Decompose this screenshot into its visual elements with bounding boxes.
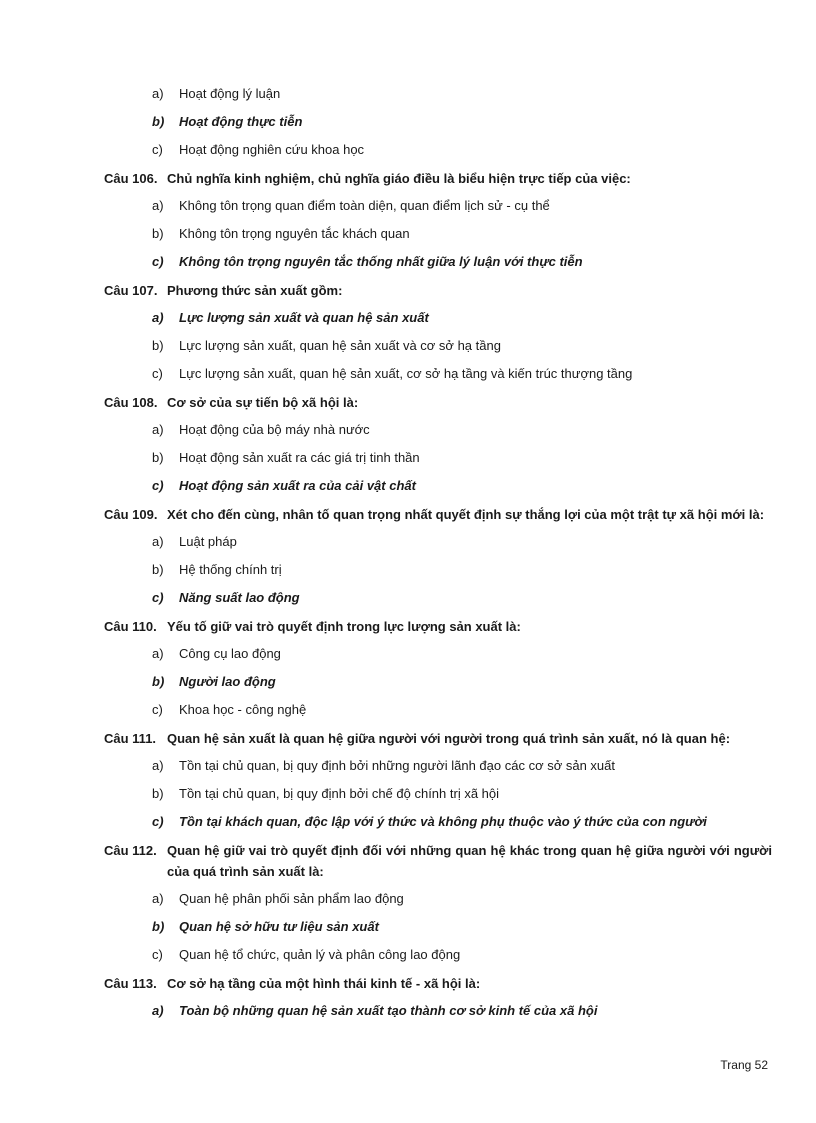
option-label: a) [152, 86, 164, 101]
option-text: Quan hệ phân phối sản phẩm lao động [179, 891, 404, 906]
option-text: Tồn tại khách quan, độc lập với ý thức và không phụ thuộc vào ý thức của con người [179, 814, 707, 829]
option-text: Lực lượng sản xuất và quan hệ sản xuất [179, 310, 429, 325]
option-text: Tồn tại chủ quan, bị quy định bởi những người lãnh đạo các cơ sở sản xuất [179, 758, 615, 773]
answer-option [104, 360, 772, 388]
option-text: Lực lượng sản xuất, quan hệ sản xuất và cơ sở hạ tầng [179, 338, 501, 353]
option-text: Luật pháp [179, 534, 237, 549]
option-label: b) [152, 919, 165, 934]
option-text: Khoa học - công nghệ [179, 702, 307, 717]
answer-option-correct [104, 584, 772, 612]
question-heading [104, 969, 772, 997]
option-text: Công cụ lao động [179, 646, 281, 661]
option-label: b) [152, 562, 164, 577]
option-label: a) [152, 422, 164, 437]
answer-option [104, 556, 772, 584]
question-list [104, 80, 772, 1025]
option-label: a) [152, 758, 164, 773]
answer-option-correct [104, 108, 772, 136]
option-text: Không tôn trọng quan điểm toàn diện, quan điểm lịch sử - cụ thể [179, 198, 550, 213]
answer-option [104, 192, 772, 220]
option-label: a) [152, 310, 164, 325]
question-text: Cơ sở của sự tiến bộ xã hội là: [167, 395, 359, 410]
answer-option [104, 444, 772, 472]
answer-option-correct [104, 997, 772, 1025]
question-heading [104, 836, 772, 885]
question-text: Cơ sở hạ tầng của một hình thái kinh tế - xã hội là: [167, 976, 481, 991]
answer-option [104, 528, 772, 556]
answer-option [104, 941, 772, 969]
question-number: Câu 112. [104, 843, 157, 858]
question-text: Yếu tố giữ vai trò quyết định trong lực lượng sản xuất là: [167, 619, 521, 634]
answer-option [104, 80, 772, 108]
question-number: Câu 107. [104, 283, 158, 298]
option-label: c) [152, 142, 163, 157]
option-label: c) [152, 947, 163, 962]
option-label: a) [152, 198, 164, 213]
answer-option [104, 416, 772, 444]
answer-option-correct [104, 913, 772, 941]
answer-option [104, 780, 772, 808]
answer-option-correct [104, 248, 772, 276]
question-text: Xét cho đến cùng, nhân tố quan trọng nhất quyết định sự thắng lợi của một trật tự xã hội mới là: [167, 507, 765, 522]
question-number: Câu 108. [104, 395, 158, 410]
question-number: Câu 110. [104, 619, 157, 634]
option-text: Hoạt động sản xuất ra của cải vật chất [179, 478, 416, 493]
question-text: Quan hệ sản xuất là quan hệ giữa người với người trong quá trình sản xuất, nó là quan hệ: [167, 731, 731, 746]
option-text: Không tôn trọng nguyên tắc khách quan [179, 226, 410, 241]
question-heading [104, 612, 772, 640]
question-text: Quan hệ giữ vai trò quyết định đối với những quan hệ khác trong quan hệ giữa người với người của quá trình sản xuất là: [167, 843, 772, 879]
option-label: a) [152, 891, 164, 906]
option-text: Hệ thống chính trị [179, 562, 282, 577]
option-text: Hoạt động lý luận [179, 86, 281, 101]
question-number: Câu 109. [104, 507, 158, 522]
question-heading [104, 164, 772, 192]
question-number: Câu 106. [104, 171, 158, 186]
question-text: Chủ nghĩa kinh nghiệm, chủ nghĩa giáo điều là biểu hiện trực tiếp của việc: [167, 171, 631, 186]
answer-option [104, 696, 772, 724]
option-label: b) [152, 786, 164, 801]
answer-option-correct [104, 472, 772, 500]
page-number: Trang 52 [720, 1058, 768, 1072]
option-label: b) [152, 450, 164, 465]
option-label: c) [152, 702, 163, 717]
option-text: Người lao động [179, 674, 276, 689]
option-label: a) [152, 534, 164, 549]
option-label: c) [152, 254, 164, 269]
option-text: Quan hệ tổ chức, quản lý và phân công lao động [179, 947, 461, 962]
option-label: b) [152, 338, 164, 353]
option-label: c) [152, 814, 164, 829]
answer-option [104, 885, 772, 913]
question-heading [104, 388, 772, 416]
option-text: Tồn tại chủ quan, bị quy định bởi chế độ chính trị xã hội [179, 786, 500, 801]
option-text: Không tôn trọng nguyên tắc thống nhất giữa lý luận với thực tiễn [179, 254, 583, 269]
question-heading [104, 500, 772, 528]
option-label: c) [152, 590, 164, 605]
answer-option [104, 752, 772, 780]
option-label: b) [152, 226, 164, 241]
option-label: b) [152, 674, 165, 689]
option-text: Hoạt động sản xuất ra các giá trị tinh thần [179, 450, 420, 465]
option-label: b) [152, 114, 165, 129]
option-label: a) [152, 1003, 164, 1018]
question-heading [104, 724, 772, 752]
answer-option-correct [104, 668, 772, 696]
answer-option-correct [104, 808, 772, 836]
question-number: Câu 111. [104, 731, 157, 746]
option-label: c) [152, 478, 164, 493]
answer-option [104, 640, 772, 668]
answer-option [104, 332, 772, 360]
option-text: Quan hệ sở hữu tư liệu sản xuất [179, 919, 379, 934]
option-label: a) [152, 646, 164, 661]
option-label: c) [152, 366, 163, 381]
option-text: Hoạt động nghiên cứu khoa học [179, 142, 365, 157]
question-heading [104, 276, 772, 304]
answer-option-correct [104, 304, 772, 332]
option-text: Hoạt động thực tiễn [179, 114, 303, 129]
answer-option [104, 220, 772, 248]
option-text: Lực lượng sản xuất, quan hệ sản xuất, cơ sở hạ tầng và kiến trúc thượng tầng [179, 366, 633, 381]
answer-option [104, 136, 772, 164]
option-text: Năng suất lao động [179, 590, 300, 605]
option-text: Hoạt động của bộ máy nhà nước [179, 422, 370, 437]
question-text: Phương thức sản xuất gồm: [167, 283, 343, 298]
question-number: Câu 113. [104, 976, 157, 991]
option-text: Toàn bộ những quan hệ sản xuất tạo thành cơ sở kinh tế của xã hội [179, 1003, 598, 1018]
